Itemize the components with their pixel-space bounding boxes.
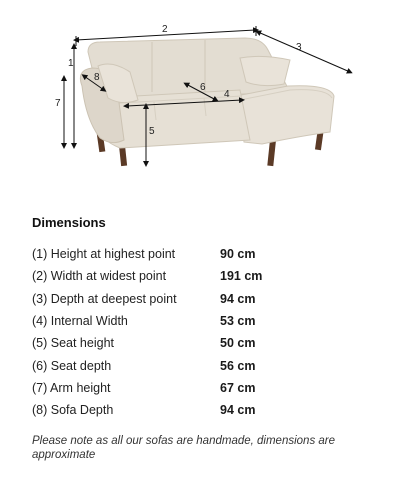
dimension-label: (8) Sofa Depth [32, 403, 114, 418]
dimension-value: 56 cm [220, 358, 256, 373]
dimension-value: 53 cm [220, 314, 256, 329]
dimension-value: 191 cm [220, 269, 263, 284]
sofa-cushion [240, 56, 290, 85]
marker-5: 5 [149, 126, 155, 137]
dimension-row [32, 288, 332, 310]
dimension-value: 90 cm [220, 247, 256, 262]
marker-4: 4 [224, 89, 230, 100]
dimension-row [32, 265, 332, 287]
dimension-value: 67 cm [220, 380, 256, 395]
marker-3: 3 [296, 42, 302, 53]
dimension-row [32, 377, 332, 399]
dimension-row [32, 310, 332, 332]
dimension-row [32, 399, 332, 421]
dimension-label: (3) Depth at deepest point [32, 291, 177, 306]
marker-8: 8 [94, 72, 100, 83]
dimension-row [32, 354, 332, 376]
dimension-value: 50 cm [220, 336, 256, 351]
marker-7: 7 [55, 98, 61, 109]
dimension-label: (7) Arm height [32, 380, 111, 395]
dimensions-table [32, 243, 332, 421]
dimension-row [32, 243, 332, 265]
marker-6: 6 [200, 82, 206, 93]
marker-1: 1 [68, 58, 74, 69]
dimension-label: (4) Internal Width [32, 314, 128, 329]
dimension-value: 94 cm [220, 403, 256, 418]
dimension-label: (2) Width at widest point [32, 269, 167, 284]
marker-2: 2 [162, 24, 168, 35]
dimensions-title: Dimensions [32, 215, 106, 230]
dimension-label: (6) Seat depth [32, 358, 112, 373]
dimension-label: (5) Seat height [32, 336, 114, 351]
handmade-note: Please note as all our sofas are handmade, dimensions are approximate [32, 435, 336, 461]
dimension-row [32, 332, 332, 354]
dimension-value: 94 cm [220, 291, 256, 306]
sofa-dimension-diagram [0, 0, 400, 200]
sofa-leg [267, 140, 276, 166]
dimension-label: (1) Height at highest point [32, 247, 176, 262]
